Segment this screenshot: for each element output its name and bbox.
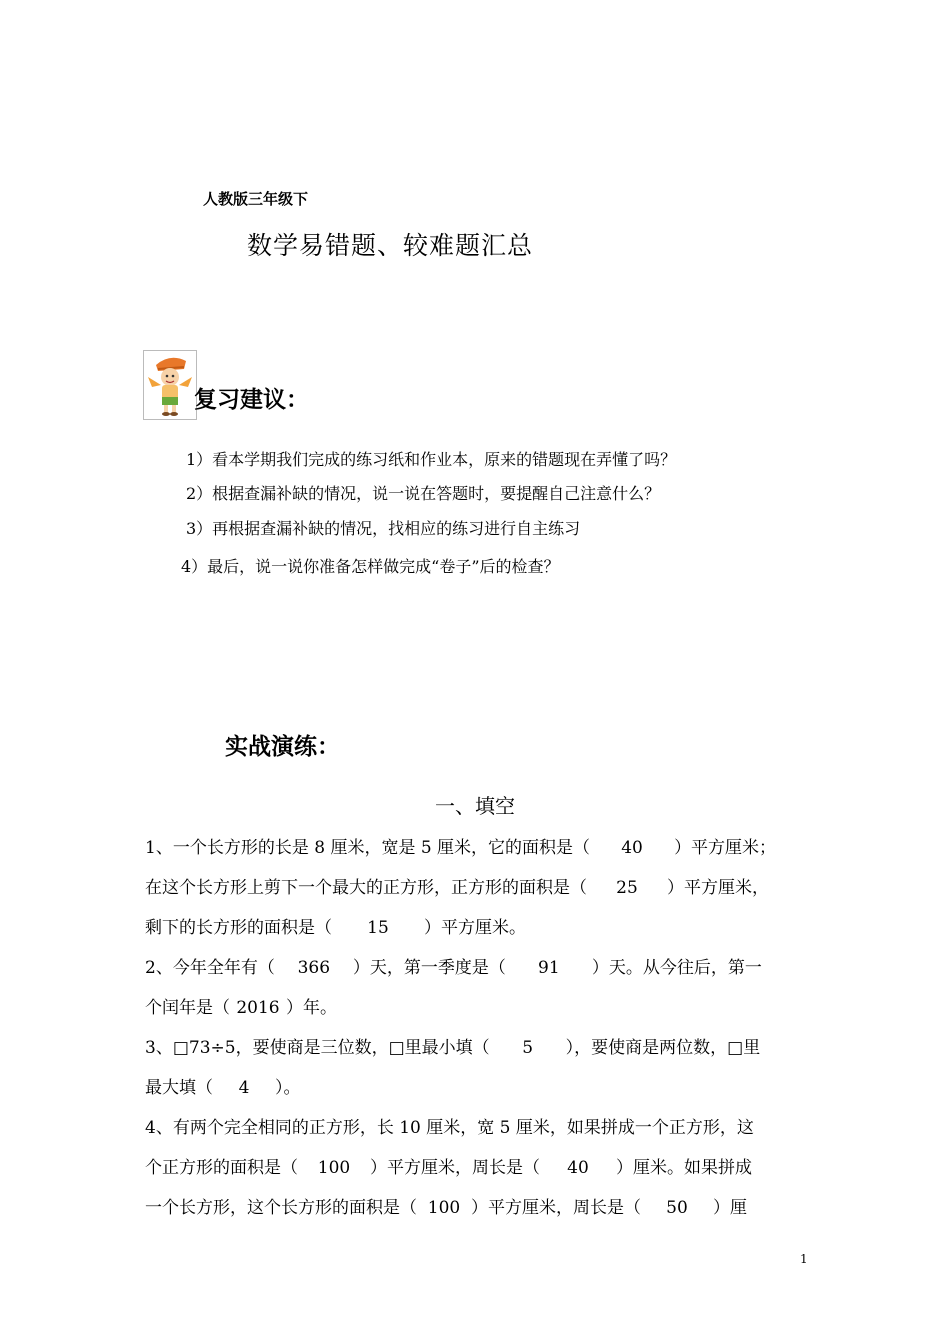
q1-line-3	[145, 916, 526, 940]
q1-text: 在这个长方形上剪下一个最大的正方形，正方形的面积是（	[145, 878, 587, 898]
q4-line-2	[145, 1156, 752, 1180]
q2-answer-3: 2016	[236, 998, 280, 1018]
q2-answer-1: 366	[297, 958, 331, 978]
q4-answer-3: 100	[427, 1198, 461, 1218]
q2-answer-2: 91	[538, 958, 560, 978]
q4-text: ）厘	[713, 1198, 747, 1218]
q1-text: 1、一个长方形的长是 8 厘米，宽是 5 厘米，它的面积是（	[145, 838, 591, 858]
q1-text: ）平方厘米。	[424, 918, 526, 938]
q3-text: ），要使商是两位数，□里	[565, 1038, 761, 1058]
q4-line-3	[145, 1196, 747, 1220]
document-subtitle: 人教版三年级下	[203, 190, 309, 208]
q2-text: ）年。	[286, 998, 337, 1018]
q2-text: 个闰年是（	[145, 998, 230, 1018]
cartoon-mascot-icon	[143, 350, 197, 420]
q1-text: ）平方厘米；	[674, 838, 777, 858]
document-title: 数学易错题、较难题汇总	[247, 231, 534, 260]
q4-text: ）厘米。如果拼成	[616, 1158, 752, 1178]
q1-line-2	[145, 876, 769, 900]
q4-text: ）平方厘米，周长是（	[370, 1158, 540, 1178]
page-number: 1	[800, 1252, 808, 1266]
review-tip-2: 2）根据查漏补缺的情况，说一说在答题时，要提醒自己注意什么？	[186, 484, 661, 503]
q4-text: ）平方厘米，周长是（	[471, 1198, 641, 1218]
review-heading: 复习建议：	[194, 387, 309, 413]
q2-text: 2、今年全年有（	[145, 958, 275, 978]
q1-answer-2: 25	[616, 878, 638, 898]
q3-answer-1: 5	[522, 1038, 534, 1058]
review-tip-1: 1）看本学期我们完成的练习纸和作业本，原来的错题现在弄懂了吗？	[186, 450, 677, 469]
q3-line-1	[145, 1036, 760, 1060]
q4-text: 个正方形的面积是（	[145, 1158, 298, 1178]
q3-text: 最大填（	[145, 1078, 213, 1098]
q1-text: 剩下的长方形的面积是（	[145, 918, 332, 938]
q4-text: 一个长方形，这个长方形的面积是（	[145, 1198, 417, 1218]
review-tip-4: 4）最后，说一说你准备怎样做完成“卷子”后的检查？	[181, 557, 560, 576]
q1-text: ）平方厘米，	[667, 878, 769, 898]
q3-line-2	[145, 1076, 301, 1100]
q1-line-1	[145, 836, 776, 860]
q4-line-1: 4、有两个完全相同的正方形，长 10 厘米，宽 5 厘米，如果拼成一个正方形，这	[145, 1118, 754, 1138]
q1-answer-3: 15	[367, 918, 389, 938]
section-title-fill-in: 一、填空	[435, 794, 515, 818]
practice-heading: 实战演练：	[225, 734, 340, 760]
q2-line-2	[145, 996, 337, 1020]
q4-answer-4: 50	[666, 1198, 688, 1218]
q1-answer-1: 40	[621, 838, 643, 858]
review-tip-3: 3）再根据查漏补缺的情况，找相应的练习进行自主练习	[186, 519, 581, 538]
q4-answer-2: 40	[567, 1158, 589, 1178]
q2-line-1	[145, 956, 762, 980]
q2-text: ）天。从今往后，第一	[591, 958, 762, 978]
q3-answer-2: 4	[238, 1078, 250, 1098]
q3-text: ）。	[275, 1078, 301, 1098]
q4-answer-1: 100	[317, 1158, 351, 1178]
q3-text: 3、□73÷5，要使商是三位数，□里最小填（	[145, 1038, 490, 1058]
q2-text: ）天，第一季度是（	[352, 958, 506, 978]
